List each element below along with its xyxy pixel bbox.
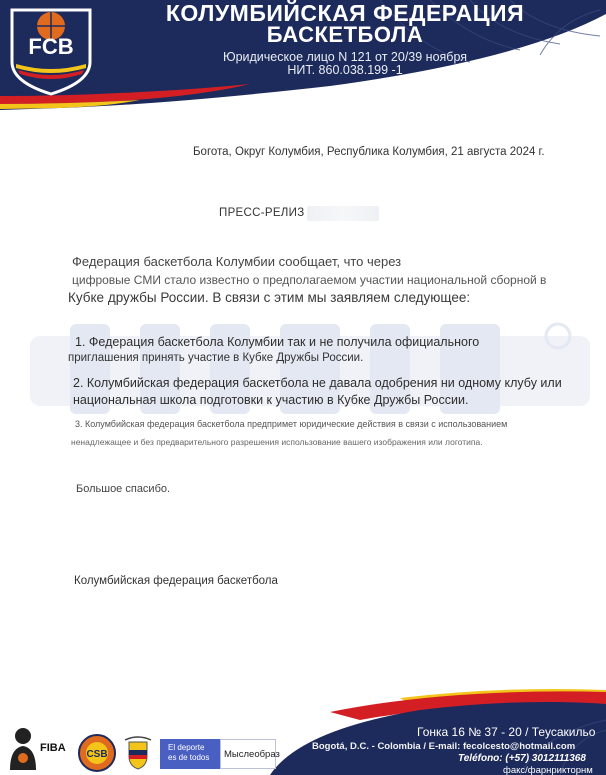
footer-phone: Teléfono: (+57) 3012111368 (458, 753, 586, 764)
deporte-line-2: es de todos (168, 753, 210, 762)
player-icon (6, 726, 40, 770)
point-3-line-1: 3. Колумбийская федерация баскетбола предпримет юридические действия в связи с использованием (75, 419, 508, 429)
point-2-line-2: национальная школа подготовки к участию в Кубке Дружбы России. (73, 393, 469, 407)
point-1-line-2: приглашения принять участие в Кубке Дружбы России. (68, 352, 364, 364)
intro-line-2: цифровые СМИ стало известно о предполагаемом участии национальной сборной в (72, 273, 547, 287)
title-line-2: БАСКЕТБОЛА (266, 22, 424, 47)
thanks-line: Большое спасибо. (76, 483, 171, 495)
intro-line-3: Кубке дружбы России. В связи с этим мы заявляем следующее: (68, 290, 471, 305)
tax-id-line: НИТ. 860.038.199 -1 (287, 63, 403, 77)
title-line-1: КОЛУМБИЙСКАЯ ФЕДЕРАЦИЯ (165, 0, 525, 26)
logo-text: FCB (28, 34, 74, 59)
fiba-logo (40, 738, 74, 760)
signature-line: Колумбийская федерация баскетбола (74, 575, 278, 587)
press-release-heading: ПРЕСС-РЕЛИЗ (219, 207, 305, 219)
myslobraz-logo: Мыслеобраз (220, 739, 276, 769)
csb-logo (78, 734, 116, 772)
el-deporte-logo (160, 739, 220, 769)
footer-fax: факс/фарнрикторнм (503, 765, 593, 775)
place-date: Богота, Округ Колумбия, Республика Колумбия, 21 августа 2024 г. (193, 146, 545, 158)
point-3-line-2: ненадлежащее и без предварительного разрешения использование вашего изображения или логотипа. (71, 437, 483, 447)
fiba-text: FIBA (40, 742, 66, 754)
letterhead-header (0, 0, 606, 112)
intro-line-1: Федерация баскетбола Колумбии сообщает, что через (72, 254, 402, 269)
point-1-line-1: 1. Федерация баскетбола Колумбии так и не получила официального (75, 335, 480, 349)
footer-city-email: Bogotá, D.C. - Colombia / E-mail: fecolcesto@hotmail.com (312, 741, 576, 752)
colombia-crest-icon (121, 736, 155, 770)
svg-text:CSB: CSB (86, 749, 108, 760)
letterhead-footer (0, 680, 606, 775)
footer-address: Гонка 16 № 37 - 20 / Теусакильо (417, 725, 596, 739)
fcb-logo (4, 2, 98, 96)
federation-title (150, 2, 540, 46)
registration-line: Юридическое лицо N 121 от 20/39 ноября (222, 50, 468, 64)
deporte-line-1: El deporte (168, 743, 205, 752)
point-2-line-1: 2. Колумбийская федерация баскетбола не давала одобрения ни одному клубу или (73, 376, 562, 390)
redacted-area (307, 206, 379, 221)
